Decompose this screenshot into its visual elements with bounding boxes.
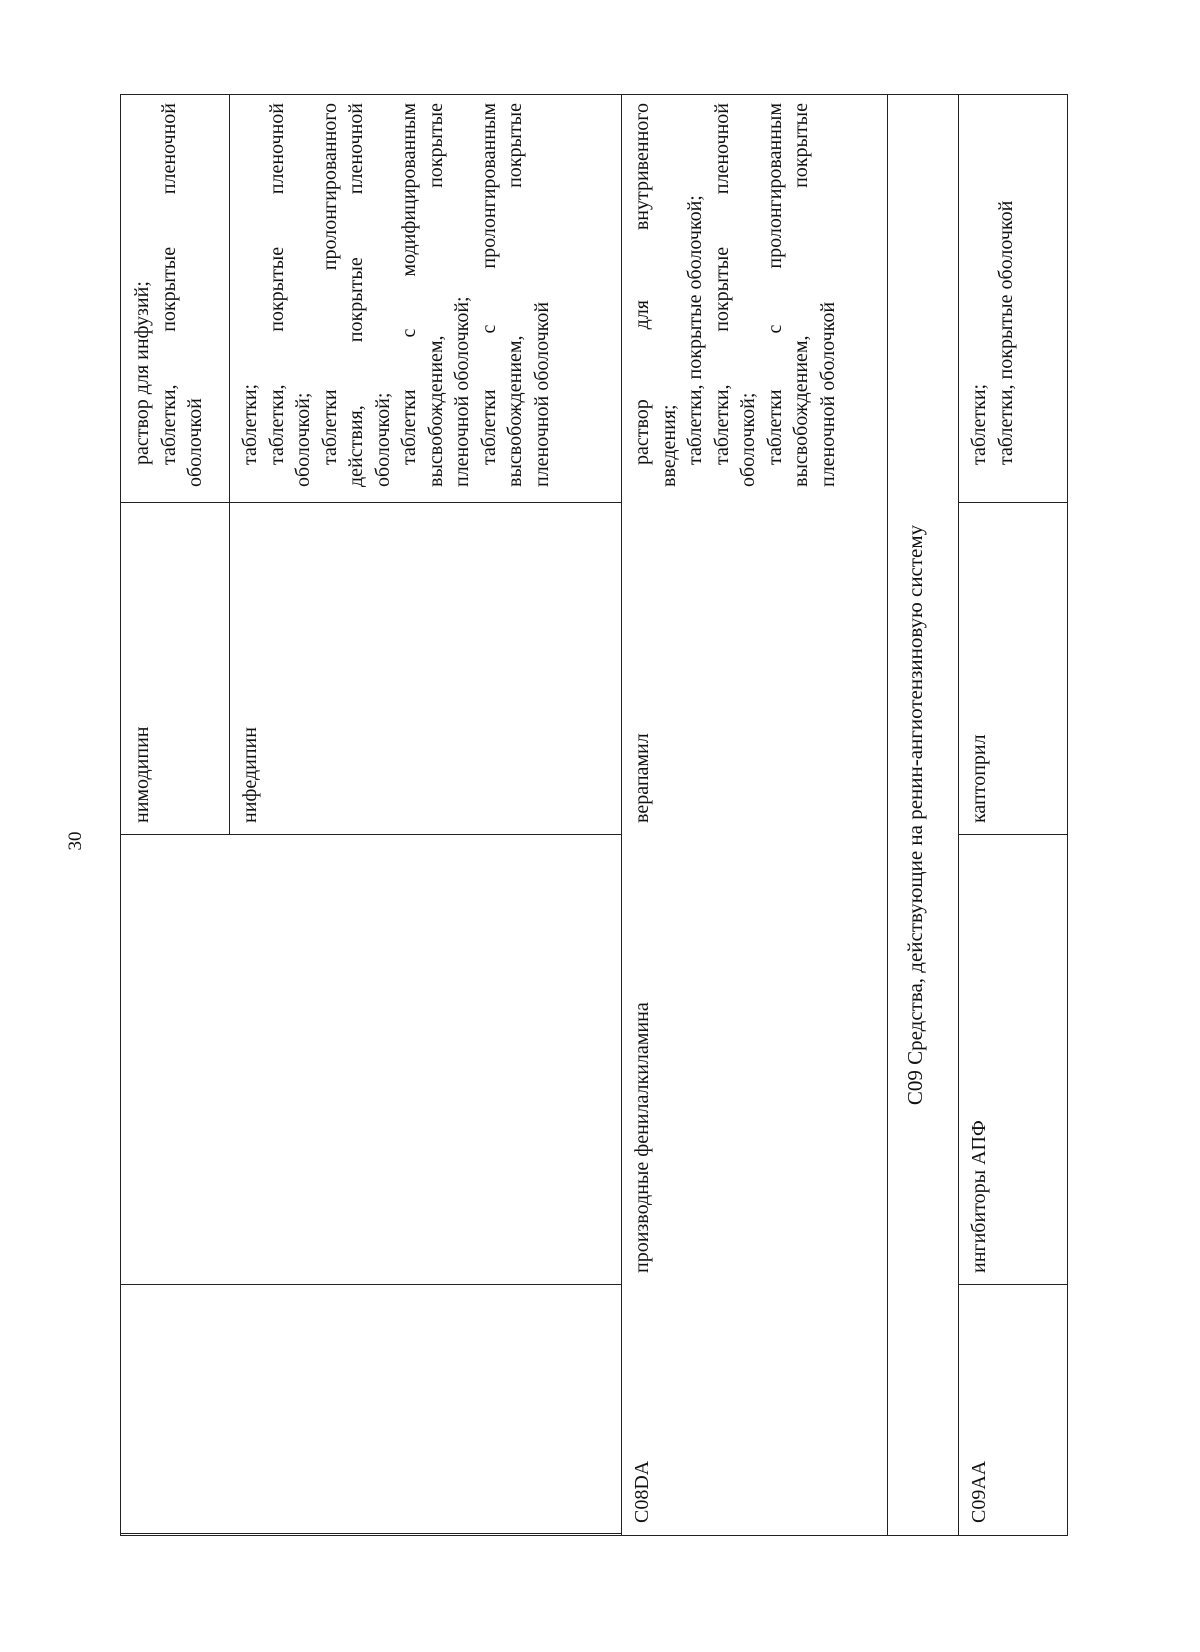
drug-name: каптоприл (968, 734, 990, 823)
dosage-form: введения; (657, 404, 680, 487)
dosage-forms-cell (958, 94, 1068, 503)
dosage-form: таблетки, покрытые пленочной (157, 103, 180, 465)
dosage-form: таблетки с модифицированным (398, 103, 420, 465)
drug-table (120, 94, 1068, 1536)
drug-cell (621, 503, 887, 835)
group-cell (958, 835, 1068, 1285)
dosage-form: раствор для инфузий; (131, 281, 153, 465)
dosage-form: пленочной оболочкой (530, 301, 553, 487)
page-number: 30 (65, 831, 86, 851)
dosage-forms-cell (229, 94, 621, 503)
dosage-form: оболочкой; (292, 392, 314, 487)
dosage-form: таблетки, покрытые пленочной (710, 103, 733, 465)
atc-code: C09AA (968, 1460, 990, 1523)
drug-cell (958, 503, 1068, 835)
dosage-form: раствор для внутривенного (631, 103, 653, 465)
dosage-form: высвобождением, покрытые (424, 103, 447, 487)
group-cell (621, 835, 887, 1285)
atc-code-cell (958, 1285, 1068, 1535)
dosage-form: пленочной оболочкой; (451, 296, 473, 487)
dosage-form: таблетки, покрытые пленочной (265, 103, 288, 465)
dosage-form: таблетки пролонгированного (318, 103, 341, 465)
table-row (121, 503, 229, 835)
dosage-form: таблетки с пролонгированным (763, 103, 786, 465)
drug-name: верапамил (631, 733, 653, 823)
dosage-forms-cell (121, 94, 229, 503)
drug-name: нимодипин (131, 726, 153, 823)
atc-code-cell (621, 1285, 887, 1535)
dosage-form: пленочной оболочкой (816, 301, 839, 487)
atc-code: C08DA (631, 1460, 653, 1523)
dosage-form: таблетки; (239, 383, 261, 465)
dosage-form: оболочкой (184, 398, 206, 487)
dosage-forms-cell (621, 94, 887, 503)
dosage-form: таблетки; (968, 383, 990, 465)
dosage-form: оболочкой; (737, 392, 759, 487)
table-row (229, 503, 621, 835)
table-rotated-container (120, 94, 1068, 1536)
dosage-form: таблетки, покрытые оболочкой (994, 200, 1017, 465)
dosage-form: таблетки, покрытые оболочкой; (684, 195, 706, 465)
dosage-form: высвобождением, покрытые (790, 103, 812, 487)
drug-name: нифедипин (239, 727, 261, 823)
drug-group: ингибиторы АПФ (968, 1120, 990, 1273)
section-heading: C09 Средства, действующие на ренин-ангиотензиновую систему (903, 524, 927, 1106)
dosage-form: таблетки с пролонгированным (477, 103, 500, 465)
dosage-form: действия, покрытые пленочной (345, 103, 367, 487)
dosage-form: высвобождением, покрытые (504, 103, 526, 487)
drug-group: производные фенилалкиламина (631, 1002, 653, 1273)
dosage-form: оболочкой; (371, 392, 394, 487)
